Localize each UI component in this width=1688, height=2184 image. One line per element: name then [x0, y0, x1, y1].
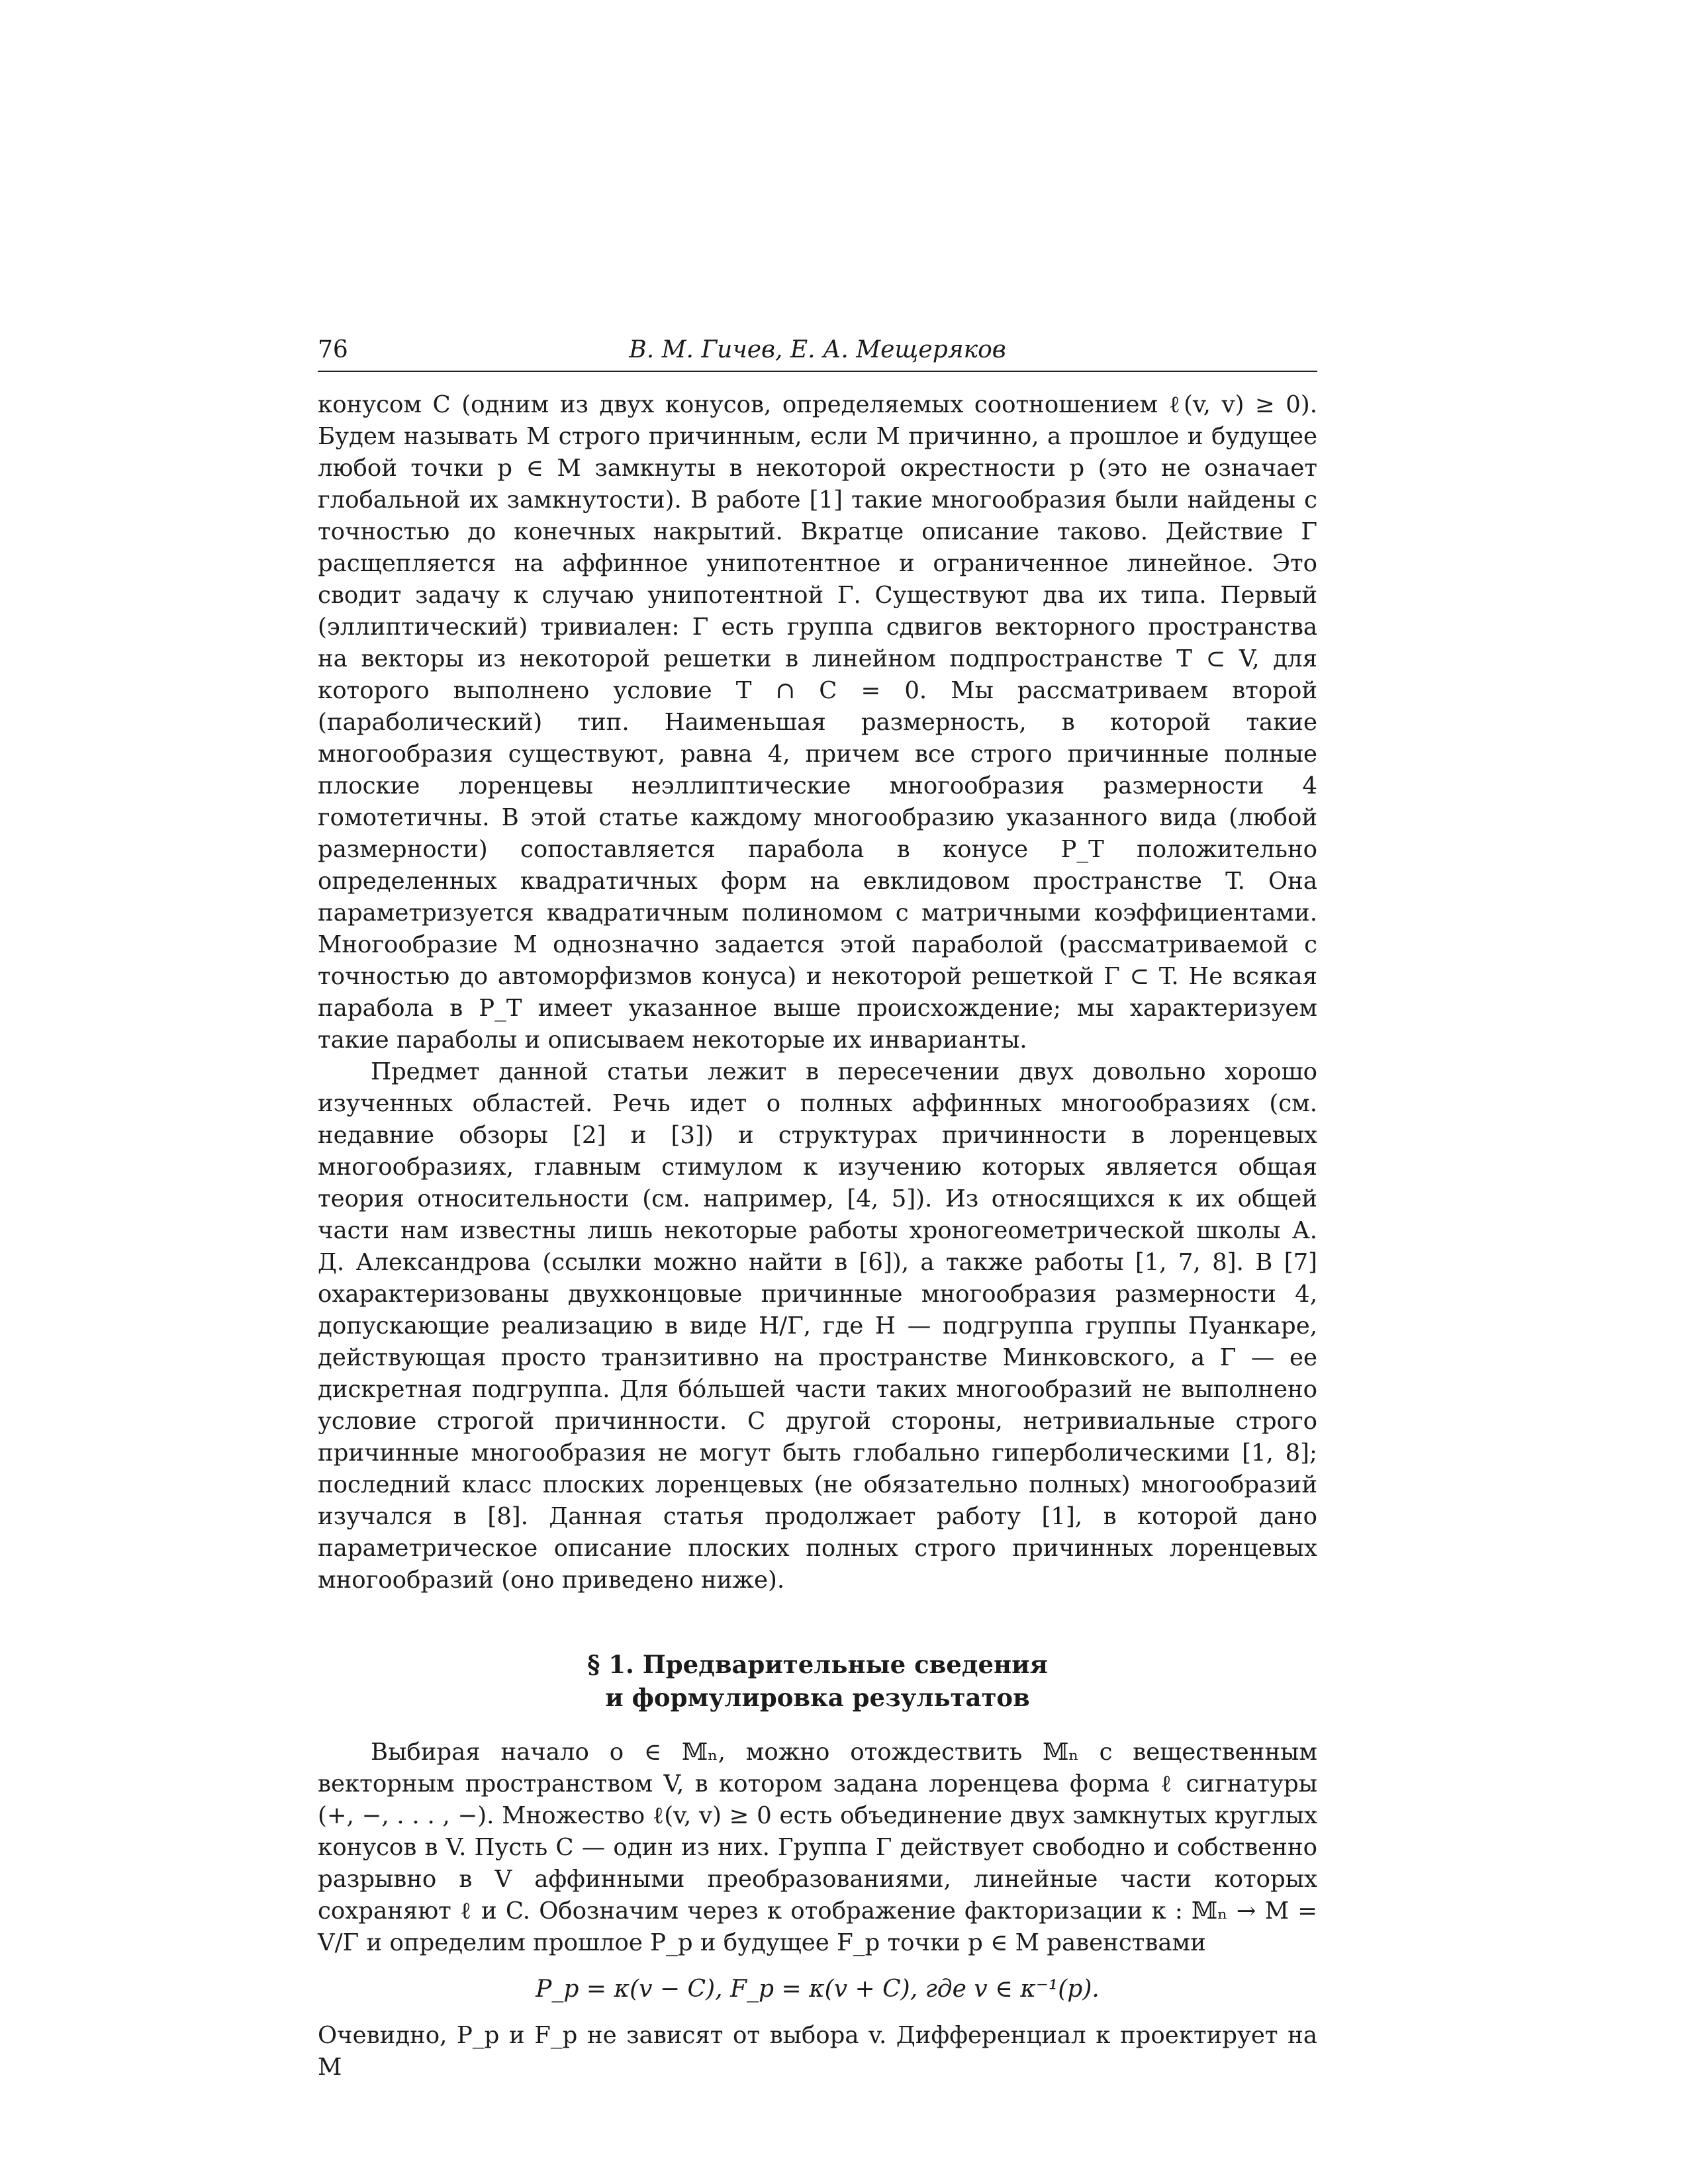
article-body	[318, 389, 1317, 2083]
display-formula: P_p = κ(v − C), F_p = κ(v + C), где v ∈ κ⁻¹(p).	[536, 1976, 1100, 2003]
page-number: 76	[318, 336, 348, 363]
journal-page	[318, 331, 1317, 2083]
section-heading	[318, 1648, 1317, 1714]
running-header	[318, 331, 1317, 372]
section-paragraph: Выбирая начало o ∈ 𝕄ₙ, можно отождествить 𝕄ₙ с вещественным векторным пространством V, в котором задана лоренцева форма ℓ сигнатуры (+, −, . . . , −). Множество ℓ(v, v) ≥ 0 есть объединение двух замкнутых круглых конусов в V. Пусть C — один из них. Группа Γ действует свободно и собственно разрывно в V аффинными преобразованиями, линейные части которых сохраняют ℓ и C. Обозначим через κ отображение факторизации κ : 𝕄ₙ → M = V/Γ и определим прошлое P_p и будущее F_p точки p ∈ M равенствами	[318, 1739, 1317, 1956]
paragraph-1: конусом C (одним из двух конусов, определяемых соотношением ℓ(v, v) ≥ 0). Будем называть M строго причинным, если M причинно, а прошлое и будущее любой точки p ∈ M замкнуты в некоторой окрестности p (это не означает глобальной их замкнутости). В работе [1] такие многообразия были найдены с точностью до конечных накрытий. Вкратце описание таково. Действие Γ расщепляется на аффинное унипотентное и ограниченное линейное. Это сводит задачу к случаю унипотентной Γ. Существуют два их типа. Первый (эллиптический) тривиален: Γ есть группа сдвигов векторного пространства на векторы из некоторой решетки в линейном подпространстве T ⊂ V, для которого выполнено условие T ∩ C = 0. Мы рассматриваем второй (параболический) тип. Наименьшая размерность, в которой такие многообразия существуют, равна 4, причем все строго причинные полные плоские лоренцевы неэллиптические многообразия размерности 4 гомотетичны. В этой статье каждому многообразию указанного вида (любой размерности) сопоставляется парабола в конусе P_T положительно определенных квадратичных форм на евклидовом пространстве T. Она параметризуется квадратичным полиномом с матричными коэффициентами. Многообразие M однозначно задается этой параболой (рассматриваемой с точностью до автоморфизмов конуса) и некоторой решеткой Γ ⊂ T. Не всякая парабола в P_T имеет указанное выше происхождение; мы характеризуем такие параболы и описываем некоторые их инварианты.	[318, 391, 1317, 1054]
section-title-line-2: и формулировка результатов	[605, 1683, 1030, 1712]
running-head-authors: В. М. Гичев, Е. А. Мещеряков	[629, 336, 1006, 363]
section-title-line-1: § 1. Предварительные сведения	[587, 1650, 1048, 1679]
paragraph-2: Предмет данной статьи лежит в пересечении двух довольно хорошо изученных областей. Речь идет о полных аффинных многообразиях (см. недавние обзоры [2] и [3]) и структурах причинности в лоренцевых многообразиях, главным стимулом к изучению которых является общая теория относительности (см. например, [4, 5]). Из относящихся к их общей части нам известны лишь некоторые работы хроногеометрической школы А. Д. Александрова (ссылки можно найти в [6]), а также работы [1, 7, 8]. В [7] охарактеризованы двухконцовые причинные многообразия размерности 4, допускающие реализацию в виде H/Γ, где H — подгруппа группы Пуанкаре, действующая просто транзитивно на пространстве Минковского, а Γ — ее дискретная подгруппа. Для бо́льшей части таких многообразий не выполнено условие строгой причинности. С другой стороны, нетривиальные строго причинные многообразия не могут быть глобально гиперболическими [1, 8]; последний класс плоских лоренцевых (не обязательно полных) многообразий изучался в [8]. Данная статья продолжает работу [1], в которой дано параметрическое описание плоских полных строго причинных лоренцевых многообразий (оно приведено ниже).	[318, 1058, 1317, 1594]
final-line: Очевидно, P_p и F_p не зависят от выбора v. Дифференциал κ проектирует на M	[318, 2022, 1317, 2081]
